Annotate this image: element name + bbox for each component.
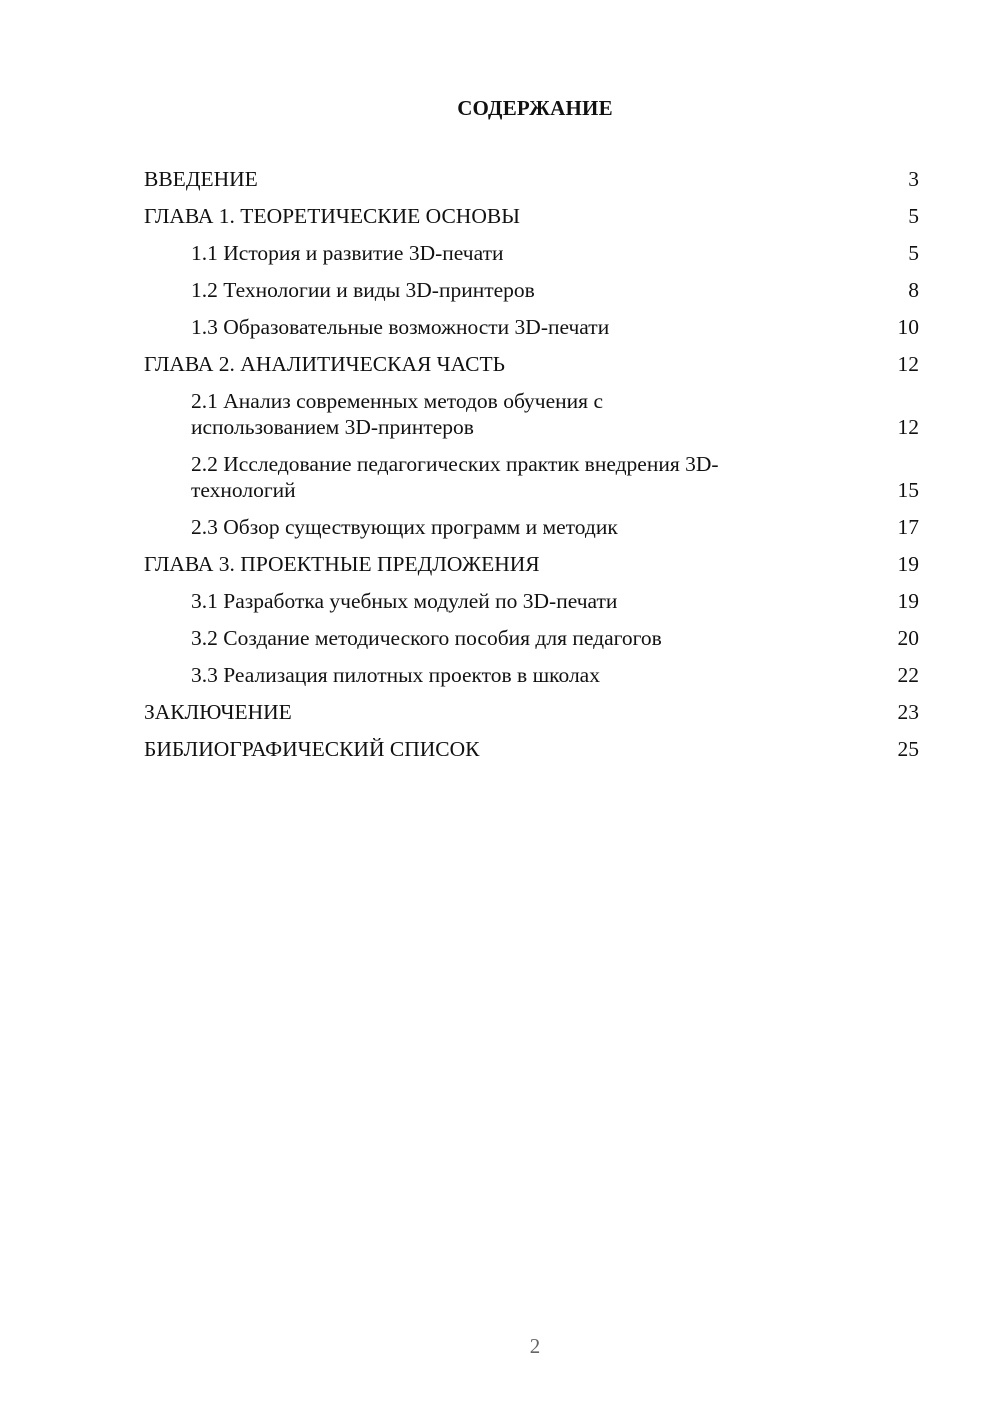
toc-entry-introduction xyxy=(144,166,919,192)
toc-entry-section-2-2 xyxy=(144,451,919,503)
toc-entry-section-1-3 xyxy=(144,314,919,340)
toc-entry-page: 17 xyxy=(897,515,919,539)
toc-entry-text: 1.1 История и развитие 3D-печати xyxy=(191,241,504,265)
toc-entry-chapter-1 xyxy=(144,203,919,229)
toc-entry-section-2-1 xyxy=(144,388,919,440)
toc-entry-page: 8 xyxy=(908,278,919,302)
toc-entry-text: ВВЕДЕНИЕ xyxy=(144,167,258,191)
toc-entry-text: ГЛАВА 3. ПРОЕКТНЫЕ ПРЕДЛОЖЕНИЯ xyxy=(144,552,540,576)
toc-entry-text: 2.1 Анализ современных методов обучения с использованием 3D-принтеров xyxy=(191,389,603,439)
toc-entry-page: 23 xyxy=(897,700,919,724)
toc-entry-page: 12 xyxy=(897,415,919,439)
toc-entry-section-3-2 xyxy=(144,625,919,651)
toc-entry-section-3-3 xyxy=(144,662,919,688)
toc-entry-text: 1.2 Технологии и виды 3D-принтеров xyxy=(191,278,535,302)
toc-entry-page: 5 xyxy=(908,241,919,265)
toc-entry-page: 19 xyxy=(897,589,919,613)
toc-entry-text: БИБЛИОГРАФИЧЕСКИЙ СПИСОК xyxy=(144,737,480,761)
toc-entry-page: 15 xyxy=(897,478,919,502)
toc-entry-section-3-1 xyxy=(144,588,919,614)
toc-entry-chapter-2 xyxy=(144,351,919,377)
toc-entry-chapter-3 xyxy=(144,551,919,577)
toc-entry-section-1-1 xyxy=(144,240,919,266)
toc-entry-text: 3.2 Создание методического пособия для педагогов xyxy=(191,626,662,650)
toc-entry-section-1-2 xyxy=(144,277,919,303)
toc-entry-page: 10 xyxy=(897,315,919,339)
page-number: 2 xyxy=(529,1334,541,1358)
toc-entry-text: ЗАКЛЮЧЕНИЕ xyxy=(144,700,292,724)
toc-entry-text: ГЛАВА 1. ТЕОРЕТИЧЕСКИЕ ОСНОВЫ xyxy=(144,204,520,228)
toc-entry-page: 5 xyxy=(908,204,919,228)
toc-entry-text: 3.1 Разработка учебных модулей по 3D-печати xyxy=(191,589,618,613)
toc-list xyxy=(144,166,919,773)
toc-entry-page: 19 xyxy=(897,552,919,576)
toc-entry-text: 2.3 Обзор существующих программ и методик xyxy=(191,515,618,539)
toc-entry-text: 2.2 Исследование педагогических практик внедрения 3D-технологий xyxy=(191,452,719,502)
toc-entry-conclusion xyxy=(144,699,919,725)
toc-entry-text: 3.3 Реализация пилотных проектов в школах xyxy=(191,663,600,687)
toc-entry-page: 3 xyxy=(908,167,919,191)
toc-entry-section-2-3 xyxy=(144,514,919,540)
toc-entry-bibliography xyxy=(144,736,919,762)
toc-entry-page: 20 xyxy=(897,626,919,650)
toc-entry-text: ГЛАВА 2. АНАЛИТИЧЕСКАЯ ЧАСТЬ xyxy=(144,352,505,376)
toc-title: СОДЕРЖАНИЕ xyxy=(457,96,613,120)
toc-entry-page: 12 xyxy=(897,352,919,376)
toc-entry-text: 1.3 Образовательные возможности 3D-печати xyxy=(191,315,610,339)
toc-entry-page: 25 xyxy=(897,737,919,761)
toc-entry-page: 22 xyxy=(897,663,919,687)
